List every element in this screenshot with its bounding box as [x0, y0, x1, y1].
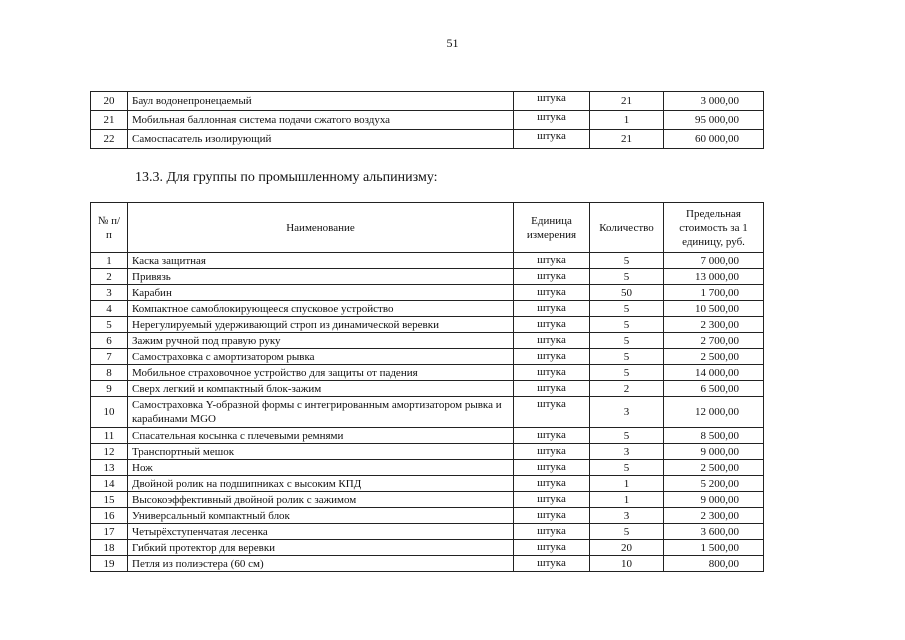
row-quantity: 1	[590, 476, 664, 492]
row-unit: штука	[514, 460, 590, 476]
row-number: 19	[91, 556, 128, 572]
continued-items-body	[91, 92, 764, 149]
table-row	[91, 492, 764, 508]
row-name: Транспортный мешок	[128, 444, 514, 460]
row-quantity: 5	[590, 253, 664, 269]
row-number: 3	[91, 285, 128, 301]
table-row	[91, 269, 764, 285]
row-name: Компактное самоблокирующееся спусковое устройство	[128, 301, 514, 317]
row-price: 2 300,00	[664, 317, 764, 333]
row-number: 21	[91, 111, 128, 130]
row-quantity: 21	[590, 130, 664, 149]
row-number: 9	[91, 381, 128, 397]
table-row	[91, 524, 764, 540]
table-row	[91, 556, 764, 572]
row-price: 2 300,00	[664, 508, 764, 524]
equipment-body	[91, 253, 764, 572]
table-row	[91, 476, 764, 492]
row-unit: штука	[514, 508, 590, 524]
row-price: 12 000,00	[664, 397, 764, 428]
row-quantity: 5	[590, 269, 664, 285]
row-quantity: 5	[590, 301, 664, 317]
row-number: 2	[91, 269, 128, 285]
row-quantity: 5	[590, 428, 664, 444]
row-name: Привязь	[128, 269, 514, 285]
row-price: 1 500,00	[664, 540, 764, 556]
row-name: Гибкий протектор для веревки	[128, 540, 514, 556]
row-quantity: 5	[590, 365, 664, 381]
row-price: 2 700,00	[664, 333, 764, 349]
row-number: 7	[91, 349, 128, 365]
row-name: Зажим ручной под правую руку	[128, 333, 514, 349]
row-number: 13	[91, 460, 128, 476]
header-num: № п/п	[91, 203, 128, 253]
row-quantity: 21	[590, 92, 664, 111]
table-row	[91, 333, 764, 349]
table-header-row	[91, 203, 764, 253]
table-row	[91, 317, 764, 333]
row-unit: штука	[514, 111, 590, 130]
row-name: Карабин	[128, 285, 514, 301]
row-price: 1 700,00	[664, 285, 764, 301]
row-name: Высокоэффективный двойной ролик с зажимом	[128, 492, 514, 508]
row-price: 7 000,00	[664, 253, 764, 269]
row-unit: штука	[514, 253, 590, 269]
row-name: Каска защитная	[128, 253, 514, 269]
row-number: 6	[91, 333, 128, 349]
row-quantity: 10	[590, 556, 664, 572]
row-quantity: 1	[590, 492, 664, 508]
row-unit: штука	[514, 492, 590, 508]
row-price: 9 000,00	[664, 492, 764, 508]
table-row	[91, 111, 764, 130]
row-name: Двойной ролик на подшипниках с высоким КПД	[128, 476, 514, 492]
row-name: Нож	[128, 460, 514, 476]
row-unit: штука	[514, 317, 590, 333]
table-row	[91, 444, 764, 460]
row-price: 3 600,00	[664, 524, 764, 540]
header-price: Предельная стоимость за 1 единицу, руб.	[664, 203, 764, 253]
table-row	[91, 381, 764, 397]
table-row	[91, 285, 764, 301]
table-row	[91, 365, 764, 381]
row-quantity: 20	[590, 540, 664, 556]
row-unit: штука	[514, 397, 590, 428]
row-number: 11	[91, 428, 128, 444]
row-price: 13 000,00	[664, 269, 764, 285]
row-name: Мобильная баллонная система подачи сжатого воздуха	[128, 111, 514, 130]
row-number: 18	[91, 540, 128, 556]
row-quantity: 5	[590, 524, 664, 540]
row-name: Петля из полиэстера (60 см)	[128, 556, 514, 572]
row-unit: штука	[514, 92, 590, 111]
row-price: 14 000,00	[664, 365, 764, 381]
row-price: 2 500,00	[664, 349, 764, 365]
row-price: 60 000,00	[664, 130, 764, 149]
table-row	[91, 508, 764, 524]
row-number: 14	[91, 476, 128, 492]
row-unit: штука	[514, 301, 590, 317]
row-number: 1	[91, 253, 128, 269]
row-price: 8 500,00	[664, 428, 764, 444]
table-row	[91, 301, 764, 317]
row-name: Самостраховка Y-образной формы с интегрированным амортизатором рывка и карабинами MGO	[128, 397, 514, 428]
equipment-table	[90, 202, 764, 572]
row-number: 15	[91, 492, 128, 508]
row-quantity: 3	[590, 508, 664, 524]
row-name: Сверх легкий и компактный блок-зажим	[128, 381, 514, 397]
row-quantity: 50	[590, 285, 664, 301]
table-row	[91, 130, 764, 149]
table-row	[91, 253, 764, 269]
row-quantity: 5	[590, 460, 664, 476]
table-row	[91, 397, 764, 428]
row-unit: штука	[514, 444, 590, 460]
row-name: Самостраховка с амортизатором рывка	[128, 349, 514, 365]
row-unit: штука	[514, 540, 590, 556]
row-number: 17	[91, 524, 128, 540]
row-unit: штука	[514, 381, 590, 397]
row-unit: штука	[514, 333, 590, 349]
header-qty: Количество	[590, 203, 664, 253]
row-unit: штука	[514, 476, 590, 492]
row-quantity: 1	[590, 111, 664, 130]
row-price: 95 000,00	[664, 111, 764, 130]
row-price: 5 200,00	[664, 476, 764, 492]
row-number: 20	[91, 92, 128, 111]
row-quantity: 2	[590, 381, 664, 397]
row-number: 5	[91, 317, 128, 333]
row-unit: штука	[514, 365, 590, 381]
section-heading: 13.3. Для группы по промышленному альпинизму:	[135, 170, 438, 185]
row-price: 2 500,00	[664, 460, 764, 476]
row-quantity: 3	[590, 397, 664, 428]
header-name: Наименование	[128, 203, 514, 253]
row-name: Универсальный компактный блок	[128, 508, 514, 524]
row-unit: штука	[514, 130, 590, 149]
row-number: 12	[91, 444, 128, 460]
row-price: 3 000,00	[664, 92, 764, 111]
row-unit: штука	[514, 556, 590, 572]
header-unit: Единица измерения	[514, 203, 590, 253]
row-unit: штука	[514, 524, 590, 540]
row-unit: штука	[514, 269, 590, 285]
row-unit: штука	[514, 349, 590, 365]
row-price: 800,00	[664, 556, 764, 572]
row-quantity: 5	[590, 349, 664, 365]
row-name: Нерегулируемый удерживающий строп из динамической веревки	[128, 317, 514, 333]
row-unit: штука	[514, 285, 590, 301]
row-quantity: 5	[590, 317, 664, 333]
row-price: 10 500,00	[664, 301, 764, 317]
row-name: Спасательная косынка с плечевыми ремнями	[128, 428, 514, 444]
continued-items-table	[90, 91, 764, 149]
row-name: Мобильное страховочное устройство для защиты от падения	[128, 365, 514, 381]
row-number: 10	[91, 397, 128, 428]
row-number: 16	[91, 508, 128, 524]
row-unit: штука	[514, 428, 590, 444]
table-row	[91, 92, 764, 111]
table-row	[91, 428, 764, 444]
row-price: 9 000,00	[664, 444, 764, 460]
page-number: 51	[446, 36, 459, 50]
table-row	[91, 460, 764, 476]
table-row	[91, 349, 764, 365]
row-number: 8	[91, 365, 128, 381]
row-name: Баул водонепронецаемый	[128, 92, 514, 111]
row-number: 22	[91, 130, 128, 149]
row-number: 4	[91, 301, 128, 317]
row-name: Четырёхступенчатая лесенка	[128, 524, 514, 540]
table-row	[91, 540, 764, 556]
row-quantity: 5	[590, 333, 664, 349]
row-price: 6 500,00	[664, 381, 764, 397]
row-quantity: 3	[590, 444, 664, 460]
row-name: Самоспасатель изолирующий	[128, 130, 514, 149]
